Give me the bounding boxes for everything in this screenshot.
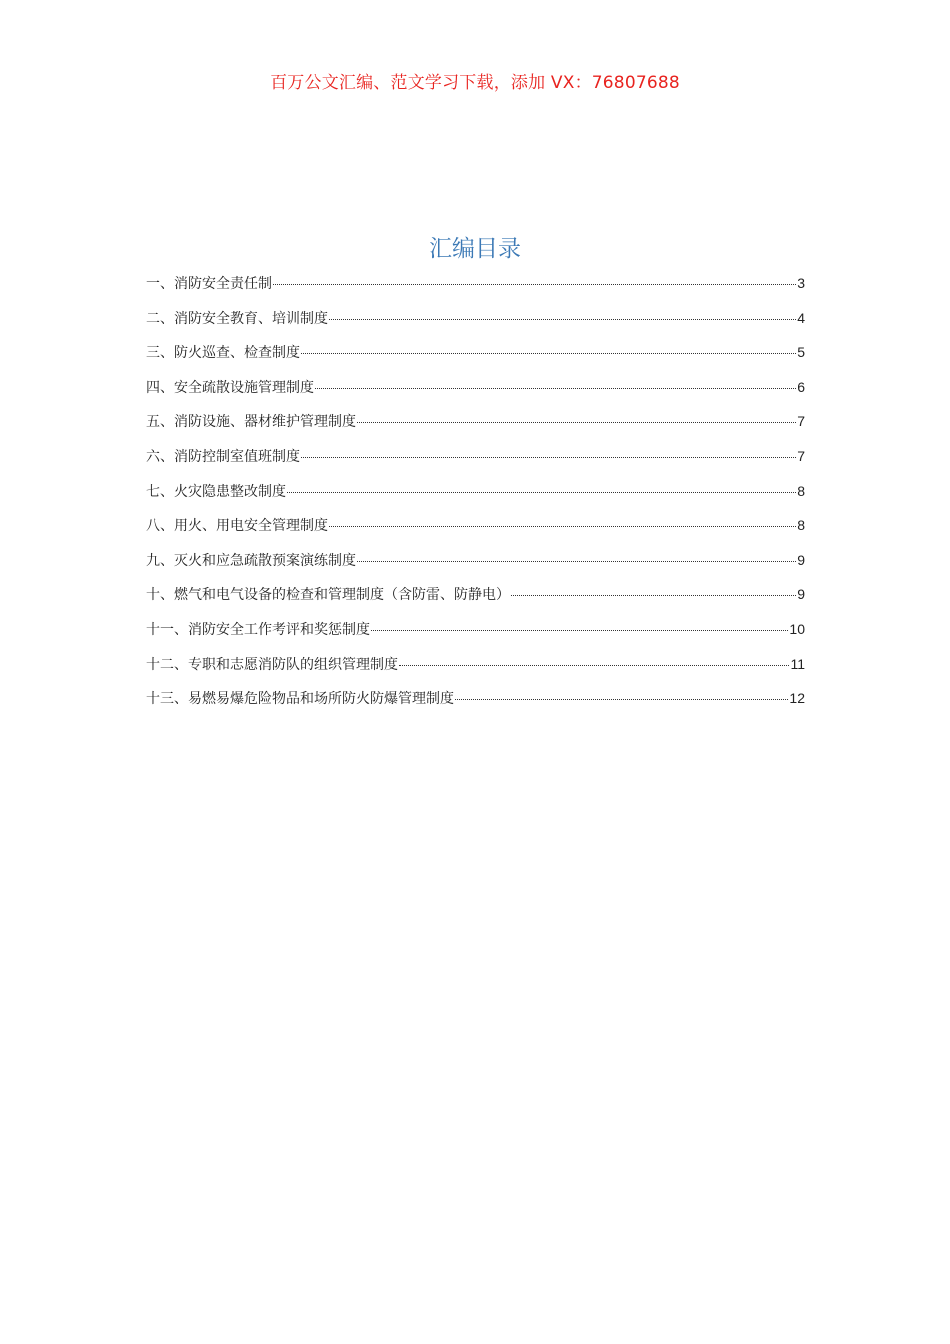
toc-entry[interactable]	[146, 446, 805, 481]
toc-entry[interactable]	[146, 342, 805, 377]
toc-dot-leader	[329, 319, 796, 320]
toc-title: 汇编目录	[429, 236, 521, 262]
toc-entry[interactable]	[146, 688, 805, 723]
toc-entry-label: 十、燃气和电气设备的检查和管理制度（含防雷、防静电）	[146, 587, 510, 604]
toc-dot-leader	[273, 284, 796, 285]
toc-entry-page: 10	[789, 620, 805, 637]
toc-dot-leader	[301, 457, 796, 458]
toc-entry-label: 九、灭火和应急疏散预案演练制度	[146, 552, 356, 569]
toc-dot-leader	[455, 699, 788, 700]
toc-entry[interactable]	[146, 619, 805, 654]
toc-entry[interactable]	[146, 584, 805, 619]
toc-entry-label: 五、消防设施、器材维护管理制度	[146, 414, 356, 431]
toc-dot-leader	[329, 526, 796, 527]
toc-dot-leader	[357, 422, 796, 423]
toc-entry-label: 六、消防控制室值班制度	[146, 448, 300, 465]
toc-dot-leader	[357, 561, 796, 562]
toc-entry-page: 11	[790, 655, 805, 672]
toc-entry-page: 12	[789, 690, 805, 707]
toc-entry-label: 八、用火、用电安全管理制度	[146, 518, 328, 535]
toc-entry-label: 一、消防安全责任制	[146, 276, 272, 292]
toc-entry-label: 四、安全疏散设施管理制度	[146, 379, 314, 396]
header-banner: 百万公文汇编、范文学习下载，添加 VX：76807688	[270, 73, 680, 93]
toc-entry-page: 3	[797, 275, 805, 291]
toc-entry-page: 4	[797, 309, 805, 326]
toc-dot-leader	[287, 492, 796, 493]
toc-dot-leader	[315, 388, 796, 389]
toc-entry-page: 5	[797, 344, 805, 361]
toc-list	[146, 273, 805, 723]
toc-entry-page: 6	[797, 378, 805, 395]
toc-entry-label: 十一、消防安全工作考评和奖惩制度	[146, 621, 370, 638]
toc-entry-page: 8	[797, 482, 805, 499]
toc-entry[interactable]	[146, 308, 805, 343]
toc-dot-leader	[301, 353, 796, 354]
toc-entry[interactable]	[146, 550, 805, 585]
toc-dot-leader	[511, 595, 796, 596]
toc-entry[interactable]	[146, 377, 805, 412]
toc-entry-page: 9	[797, 551, 805, 568]
toc-dot-leader	[371, 630, 788, 631]
toc-dot-leader	[399, 665, 789, 666]
toc-entry-label: 二、消防安全教育、培训制度	[146, 310, 328, 327]
toc-entry[interactable]	[146, 515, 805, 550]
toc-entry-label: 七、火灾隐患整改制度	[146, 483, 286, 500]
toc-entry[interactable]	[146, 273, 805, 308]
toc-entry-page: 7	[797, 413, 805, 430]
toc-entry-page: 9	[797, 586, 805, 603]
toc-entry-label: 三、防火巡查、检查制度	[146, 345, 300, 362]
toc-entry-label: 十二、专职和志愿消防队的组织管理制度	[146, 656, 398, 673]
toc-entry[interactable]	[146, 411, 805, 446]
toc-entry-page: 7	[797, 447, 805, 464]
toc-entry[interactable]	[146, 481, 805, 516]
toc-entry[interactable]	[146, 654, 805, 689]
toc-entry-label: 十三、易燃易爆危险物品和场所防火防爆管理制度	[146, 691, 454, 708]
toc-entry-page: 8	[797, 517, 805, 534]
